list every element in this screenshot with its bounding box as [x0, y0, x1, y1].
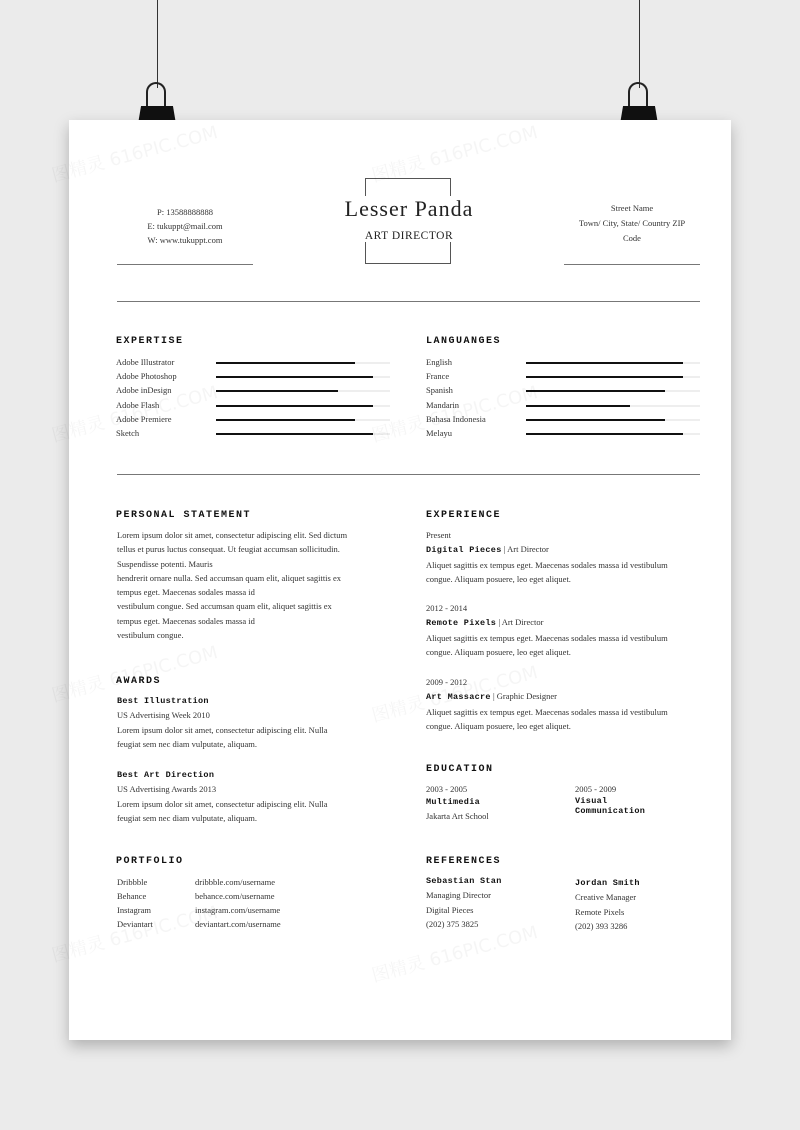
skill-bar-fill — [216, 433, 373, 435]
experience-item — [426, 528, 716, 586]
reference-name: Sebastian Stan — [426, 876, 502, 886]
personal-statement-text — [117, 528, 382, 642]
languages-title: LANGUANGES — [426, 336, 502, 347]
skill-label: Sketch — [116, 428, 140, 438]
portfolio-site: Instagram — [117, 905, 151, 915]
education-title: EDUCATION — [426, 764, 494, 775]
education-item — [575, 783, 715, 817]
skill-label: France — [426, 371, 450, 382]
experience-item — [426, 601, 716, 659]
statement-line: tellus et purus luctus consequat. Ut feugiat accumsan sollicitudin. — [117, 544, 340, 555]
skill-bar-track — [526, 433, 700, 435]
hanging-wire-left — [157, 0, 158, 88]
award-org: US Advertising Awards 2013 — [117, 784, 217, 795]
award-org: US Advertising Week 2010 — [117, 710, 210, 721]
education-degree: Communication — [575, 806, 646, 816]
award-name: Best Illustration — [117, 696, 209, 706]
education-period: 2005 - 2009 — [575, 784, 617, 794]
education-period: 2003 - 2005 — [426, 784, 468, 794]
experience-period: 2009 - 2012 — [426, 677, 468, 687]
skill-bar-fill — [216, 390, 338, 392]
statement-line: Lorem ipsum dolor sit amet, consectetur adipiscing elit. Sed dictum — [117, 530, 348, 540]
skill-bar-track — [216, 376, 390, 378]
experience-period: 2012 - 2014 — [426, 603, 468, 613]
skill-label: Mandarin — [426, 399, 460, 410]
skill-bar-fill — [216, 419, 355, 421]
skill-bar-fill — [526, 390, 665, 392]
portfolio-url[interactable]: behance.com/username — [195, 891, 275, 901]
experience-desc: Aliquet sagittis ex tempus eget. Maecenas sodales massa id vestibulum — [426, 632, 668, 643]
skill-label: Adobe Photoshop — [116, 371, 177, 382]
languages-row — [426, 369, 706, 383]
experience-role: | Art Director — [503, 544, 549, 555]
resume-paper — [69, 120, 731, 1040]
reference-title: Creative Manager — [575, 892, 637, 903]
portfolio-url[interactable]: instagram.com/username — [195, 905, 281, 915]
skill-bar-track — [216, 362, 390, 364]
skill-label: Adobe Illustrator — [116, 357, 175, 367]
address-line2: Town/ City, State/ Country ZIP — [578, 218, 686, 228]
statement-line: vestibulum congue. — [117, 630, 184, 641]
reference-title: Managing Director — [426, 890, 491, 901]
experience-desc: Aliquet sagittis ex tempus eget. Maecenas sodales massa id vestibulum — [426, 559, 668, 570]
award-desc: feugiat sem nec diam vulputate, aliquam. — [117, 812, 257, 823]
skills-divider — [117, 474, 700, 475]
skill-bar-fill — [216, 362, 355, 364]
contact-web: W: www.tukuppt.com — [147, 235, 223, 245]
skill-bar-track — [216, 419, 390, 421]
award-desc: Lorem ipsum dolor sit amet, consectetur adipiscing elit. Nulla — [117, 798, 328, 809]
experience-title: EXPERIENCE — [426, 510, 502, 521]
contact-phone: P: 13588888888 — [157, 207, 213, 217]
skill-bar-fill — [526, 419, 665, 421]
skill-label: Spanish — [426, 385, 453, 396]
statement-line: Suspendisse potenti. Mauris — [117, 558, 213, 569]
skill-bar-track — [526, 362, 700, 364]
education-degree: Multimedia — [426, 796, 481, 807]
reference-item — [575, 876, 715, 933]
skill-bar-fill — [216, 405, 373, 407]
contact-block — [117, 205, 253, 247]
experience-role: | Art Director — [498, 617, 544, 628]
header-divider — [117, 301, 700, 302]
watermark — [369, 118, 541, 187]
experience-company: Art Massacre — [426, 692, 491, 703]
experience-role: | Graphic Designer — [492, 691, 557, 702]
portfolio-site: Dribbble — [117, 877, 148, 887]
skill-label: Adobe inDesign — [116, 385, 172, 396]
hanging-wire-right — [639, 0, 640, 88]
address-line1: Street Name — [610, 203, 654, 213]
portfolio-url[interactable]: deviantart.com/username — [195, 919, 281, 929]
statement-line: vestibulum congue. Sed accumsan quam elit, aliquet sagittis ex — [117, 601, 332, 612]
skill-bar-fill — [526, 376, 683, 378]
skill-label: English — [426, 357, 452, 367]
watermark — [49, 118, 221, 187]
statement-line: tempus eget. Maecenas sodales massa id — [117, 615, 255, 626]
references-title: REFERENCES — [426, 856, 502, 867]
languages-row — [426, 426, 706, 440]
statement-line: hendrerit ornare nulla. Sed accumsan quam elit, aliquet sagittis ex — [117, 572, 341, 583]
portfolio-row — [117, 889, 387, 903]
reference-name: Jordan Smith — [575, 878, 640, 888]
expertise-row — [116, 426, 396, 440]
experience-desc: congue. Aliquam posuere, leo eget aliquet. — [426, 646, 571, 657]
statement-line: tempus eget. Maecenas sodales massa id — [117, 587, 255, 598]
reference-company: Remote Pixels — [575, 906, 625, 917]
skill-label: Bahasa Indonesia — [426, 413, 486, 424]
skill-bar-fill — [216, 376, 373, 378]
skill-label: Adobe Flash — [116, 399, 160, 410]
portfolio-row — [117, 875, 387, 889]
skill-bar-track — [526, 390, 700, 392]
award-desc: feugiat sem nec diam vulputate, aliquam. — [117, 738, 257, 749]
languages-row — [426, 355, 706, 369]
expertise-row — [116, 369, 396, 383]
skill-bar-fill — [526, 433, 683, 435]
experience-company: Remote Pixels — [426, 618, 497, 629]
experience-desc: Aliquet sagittis ex tempus eget. Maecenas sodales massa id vestibulum — [426, 706, 668, 717]
expertise-row — [116, 355, 396, 369]
experience-desc: congue. Aliquam posuere, leo eget aliquet. — [426, 720, 571, 731]
reference-phone: (202) 393 3286 — [575, 920, 628, 931]
skill-bar-track — [526, 405, 700, 407]
personal-statement-title: PERSONAL STATEMENT — [116, 510, 252, 521]
award-item — [117, 768, 382, 825]
portfolio-site: Behance — [117, 891, 147, 901]
portfolio-site: Deviantart — [117, 919, 153, 929]
reference-phone: (202) 375 3825 — [426, 918, 479, 929]
address-block — [564, 201, 700, 246]
skill-label: Melayu — [426, 428, 452, 438]
award-item — [117, 694, 382, 751]
resume-name: Lesser Panda — [344, 196, 474, 221]
awards-title: AWARDS — [116, 676, 162, 687]
skill-bar-track — [526, 376, 700, 378]
skill-bar-track — [216, 433, 390, 435]
reference-item — [426, 874, 566, 931]
experience-period: Present — [426, 530, 452, 540]
skill-bar-fill — [526, 405, 630, 407]
award-desc: Lorem ipsum dolor sit amet, consectetur adipiscing elit. Nulla — [117, 724, 328, 735]
resume-role: ART DIRECTOR — [364, 230, 454, 242]
skill-bar-track — [216, 390, 390, 392]
skill-bar-track — [216, 405, 390, 407]
skill-bar-track — [526, 419, 700, 421]
contact-email: E: tukuppt@mail.com — [147, 221, 223, 231]
education-school: Jakarta Art School — [426, 811, 489, 821]
education-item — [426, 783, 566, 823]
contact-underline — [117, 264, 253, 265]
expertise-title: EXPERTISE — [116, 336, 184, 347]
experience-desc: congue. Aliquam posuere, leo eget aliquet. — [426, 573, 571, 584]
address-line3: Code — [623, 233, 641, 243]
skill-bar-fill — [526, 362, 683, 364]
reference-company: Digital Pieces — [426, 904, 474, 915]
award-name: Best Art Direction — [117, 770, 215, 780]
address-underline — [564, 264, 700, 265]
portfolio-title: PORTFOLIO — [116, 856, 184, 867]
experience-company: Digital Pieces — [426, 545, 502, 556]
skill-label: Adobe Premiere — [116, 413, 172, 424]
portfolio-url[interactable]: dribbble.com/username — [195, 877, 276, 887]
education-degree: Visual — [575, 795, 608, 806]
